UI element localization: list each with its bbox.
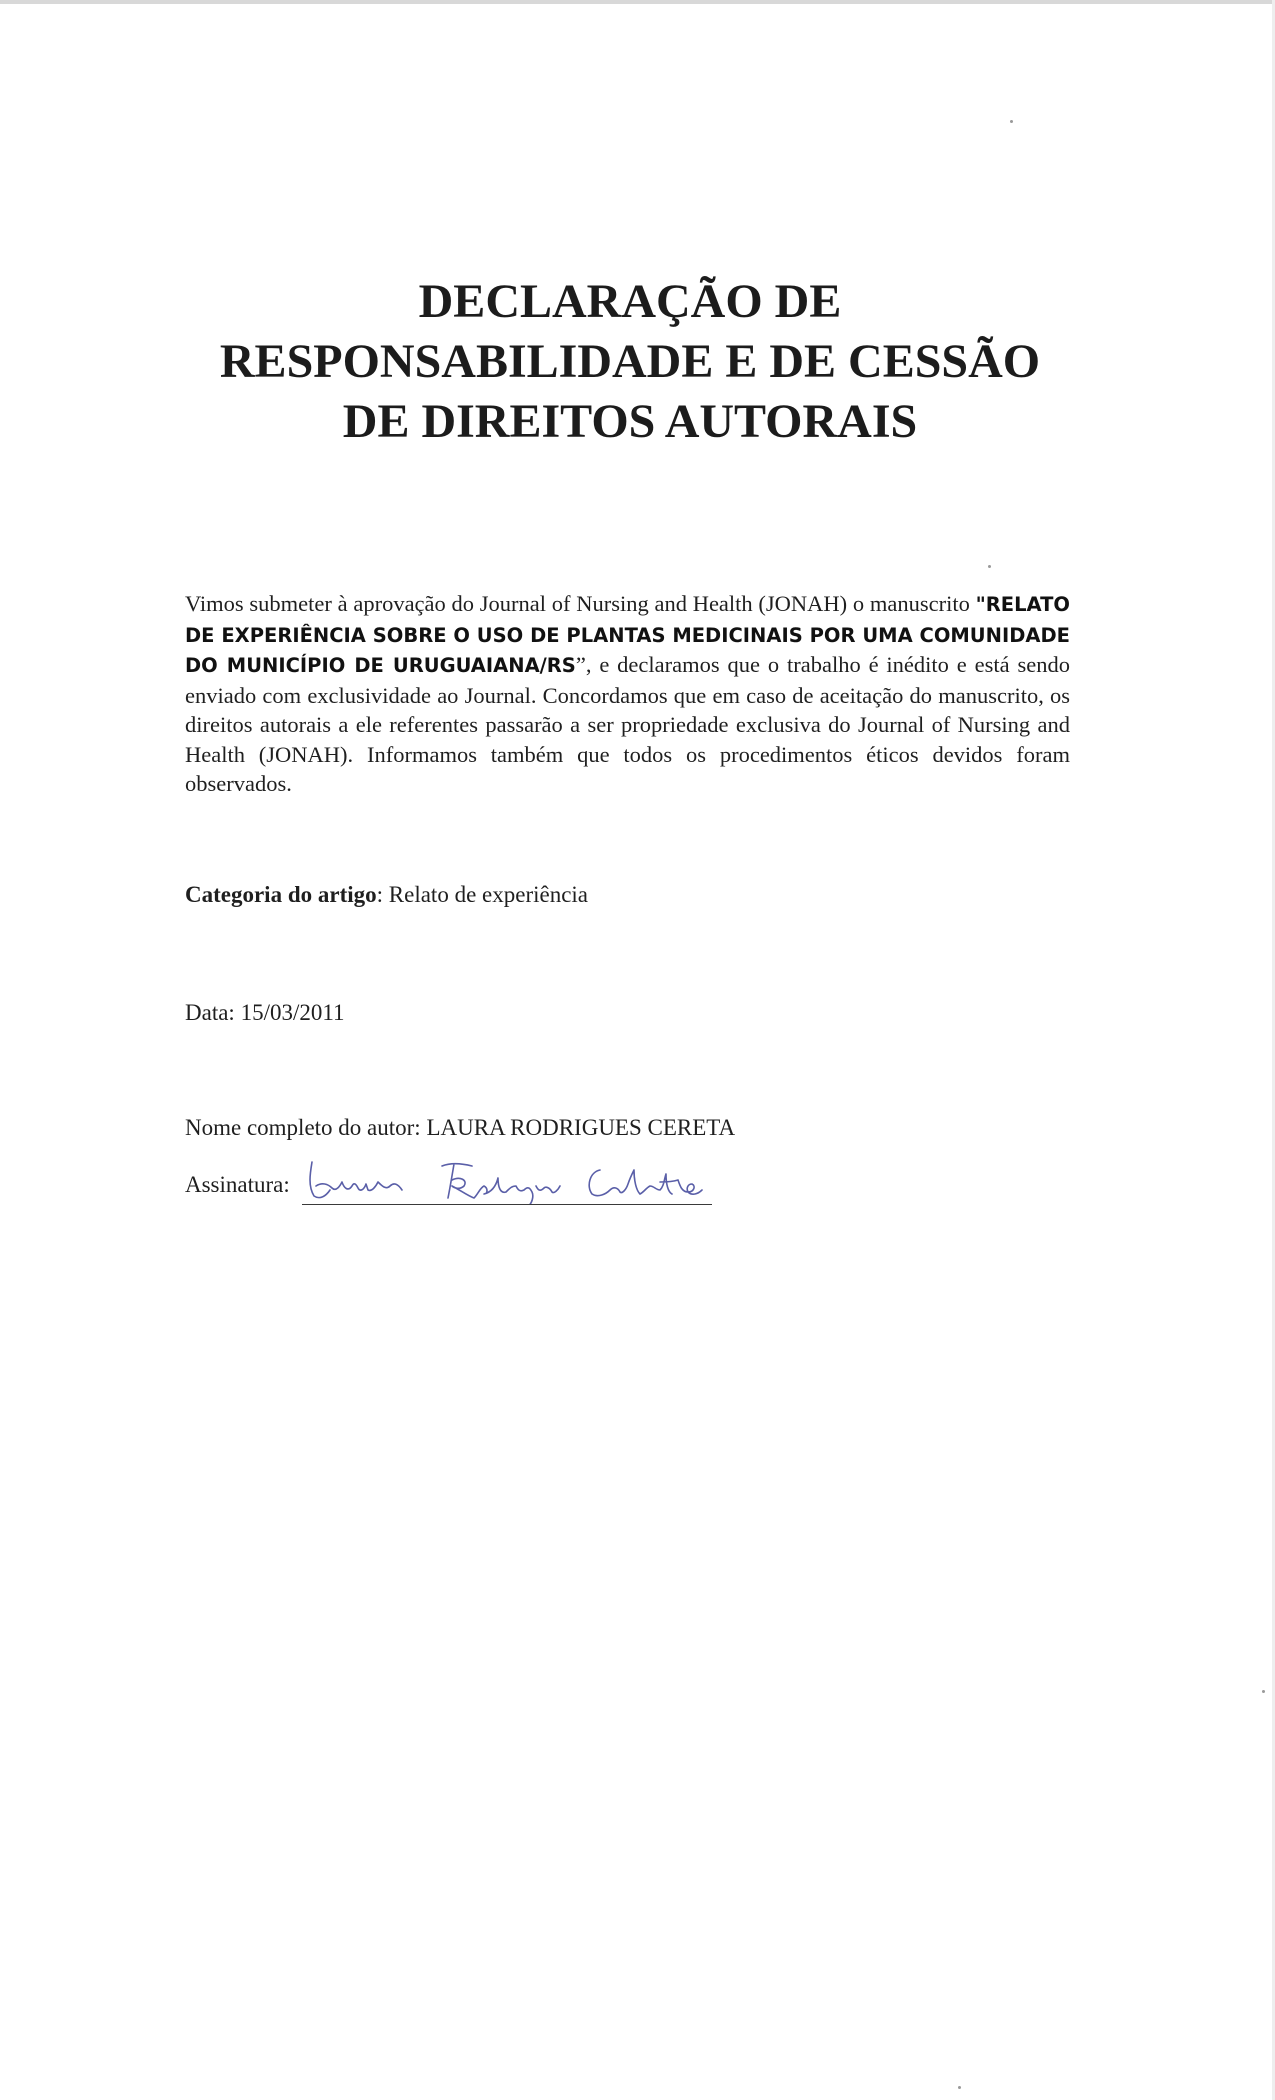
- signature-ink: [302, 1156, 712, 1204]
- signature-field: [185, 1170, 290, 1200]
- manuscript-title: "RELATO DE EXPERIÊNCIA SOBRE O USO DE PLANTAS MEDICINAIS POR UMA COMUNIDADE DO MUNICÍPIO DE URUGUAIANA/RS: [185, 593, 1070, 677]
- article-category: [185, 880, 588, 910]
- declaration-intro: Vimos submeter à aprovação do Journal of Nursing and Health (JONAH) o manuscrito: [185, 591, 976, 616]
- title-line-3: DE DIREITOS AUTORAIS: [342, 395, 918, 448]
- document-title: [120, 272, 1140, 452]
- signature-label: Assinatura:: [185, 1172, 290, 1197]
- scan-speck: [988, 565, 991, 568]
- title-line-2: RESPONSABILIDADE E DE CESSÃO: [219, 335, 1041, 388]
- handwritten-signature: [302, 1156, 712, 1205]
- category-separator: :: [376, 882, 389, 907]
- declaration-rest: ”, e declaramos que o trabalho é inédito e está sendo enviado com exclusividade ao Journal. Concordamos que em caso de aceitação do manuscrito, os direitos autorais a ele referentes passarão a ser propriedade exclusiva do Journal of Nursing and Health (JONAH). Informamos também que todos os procedimentos éticos devidos foram observados.: [185, 652, 1070, 796]
- date-field: [185, 998, 345, 1028]
- scan-speck: [958, 2086, 961, 2089]
- date-value: 15/03/2011: [240, 1000, 345, 1025]
- date-label: Data:: [185, 1000, 241, 1025]
- author-value: LAURA RODRIGUES CERETA: [426, 1115, 736, 1140]
- author-field: [185, 1113, 735, 1143]
- declaration-paragraph: [185, 589, 1070, 799]
- title-line-1: DECLARAÇÃO DE: [418, 275, 842, 328]
- author-label: Nome completo do autor:: [185, 1115, 427, 1140]
- scan-speck: [1262, 1690, 1265, 1693]
- scan-speck: [1010, 120, 1013, 123]
- category-value: Relato de experiência: [388, 882, 589, 907]
- category-label: Categoria do artigo: [185, 882, 377, 907]
- scan-edge-top: [0, 0, 1275, 4]
